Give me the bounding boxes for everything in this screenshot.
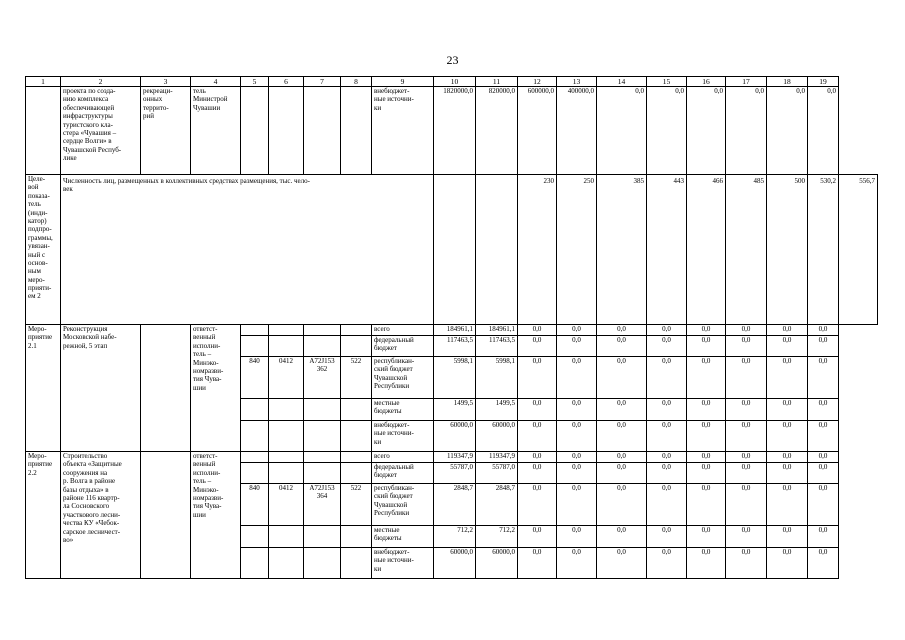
value-cell: 0,0 <box>726 325 767 336</box>
value-cell: 0,0 <box>726 548 767 579</box>
value-cell: 0,0 <box>557 452 597 463</box>
funding-source: всего <box>372 325 434 336</box>
value-cell: 0,0 <box>557 548 597 579</box>
continuation-row <box>26 87 878 175</box>
value-cell: 0,0 <box>597 399 647 421</box>
target-value: 530,2 <box>808 175 839 325</box>
empty-cell <box>304 399 341 421</box>
value-cell: 0,0 <box>557 526 597 548</box>
value-cell: 0,0 <box>726 357 767 399</box>
value-cell: 0,0 <box>726 526 767 548</box>
funding-source: внебюджет- ные источни- ки <box>372 548 434 579</box>
value-cell: 0,0 <box>687 399 726 421</box>
column-number: 8 <box>341 77 372 87</box>
budget-code: 840 <box>241 357 269 399</box>
value-cell: 55787,0 <box>476 463 518 484</box>
empty-cell <box>341 526 372 548</box>
value-cell: 0,0 <box>518 484 557 526</box>
value-cell: 0,0 <box>687 484 726 526</box>
value-cell: 0,0 <box>597 87 647 175</box>
value-cell: 0,0 <box>726 421 767 452</box>
executor: ответст- венный исполни- тель – Минэко- номразви- тия Чува- шии <box>191 325 241 452</box>
value-cell: 0,0 <box>557 484 597 526</box>
value-cell: 1820000,0 <box>434 87 476 175</box>
measure-name: Строительство объекта «Защитные сооружения на р. Волга в районе базы отдыха» в районе 116 квартр- ла Сосновского участкового лесни- чества КУ «Чебок- сарское лесничест- во» <box>61 452 141 579</box>
value-cell: 1499,5 <box>476 399 518 421</box>
value-cell: 0,0 <box>647 526 687 548</box>
measure-name: Реконструкция Московской набе- режной, 5 этап <box>61 325 141 452</box>
empty-cell <box>304 548 341 579</box>
value-cell: 0,0 <box>647 548 687 579</box>
budget-code: 840 <box>241 484 269 526</box>
value-cell: 0,0 <box>767 325 808 336</box>
value-cell: 0,0 <box>597 484 647 526</box>
value-cell: 0,0 <box>767 452 808 463</box>
value-cell: 0,0 <box>687 452 726 463</box>
funding-source: республикан- ский бюджет Чувашской Республики <box>372 484 434 526</box>
value-cell: 60000,0 <box>434 548 476 579</box>
value-cell: 0,0 <box>726 463 767 484</box>
empty-cell <box>341 452 372 463</box>
budget-code: 522 <box>341 484 372 526</box>
value-cell: 712,2 <box>476 526 518 548</box>
page-number: 23 <box>446 53 459 67</box>
value-cell: 60000,0 <box>476 548 518 579</box>
value-cell: 0,0 <box>726 484 767 526</box>
value-cell: 0,0 <box>518 548 557 579</box>
empty-cell <box>269 87 304 175</box>
target-indicator-row <box>26 175 878 325</box>
value-cell: 0,0 <box>597 526 647 548</box>
empty-cell <box>476 175 518 325</box>
value-cell: 0,0 <box>687 421 726 452</box>
value-cell: 0,0 <box>726 399 767 421</box>
budget-code: А72J153 364 <box>304 484 341 526</box>
column-number: 2 <box>61 77 141 87</box>
empty-cell <box>269 463 304 484</box>
value-cell: 0,0 <box>808 399 839 421</box>
value-cell: 0,0 <box>518 336 557 357</box>
target-value: 556,7 <box>839 175 878 325</box>
empty-cell <box>269 325 304 336</box>
value-cell: 0,0 <box>808 336 839 357</box>
value-cell: 0,0 <box>808 484 839 526</box>
empty-cell <box>241 452 269 463</box>
value-cell: 0,0 <box>518 399 557 421</box>
value-cell: 5998,1 <box>476 357 518 399</box>
value-cell: 820000,0 <box>476 87 518 175</box>
value-cell: 0,0 <box>726 87 767 175</box>
value-cell: 0,0 <box>808 87 839 175</box>
value-cell: 0,0 <box>647 463 687 484</box>
value-cell: 600000,0 <box>518 87 557 175</box>
value-cell: 117463,5 <box>476 336 518 357</box>
value-cell: 184961,1 <box>434 325 476 336</box>
column-number: 10 <box>434 77 476 87</box>
value-cell: 0,0 <box>726 452 767 463</box>
column-number: 9 <box>372 77 434 87</box>
empty-cell <box>269 548 304 579</box>
empty-cell <box>241 526 269 548</box>
value-cell: 0,0 <box>687 463 726 484</box>
column-number: 4 <box>191 77 241 87</box>
value-cell: 0,0 <box>808 463 839 484</box>
empty-cell <box>269 452 304 463</box>
column-number: 11 <box>476 77 518 87</box>
empty-cell <box>341 548 372 579</box>
value-cell: 0,0 <box>687 325 726 336</box>
executor: ответст- венный исполни- тель – Минэко- номразви- тия Чува- шии <box>191 452 241 579</box>
value-cell: 0,0 <box>647 484 687 526</box>
funding-source: всего <box>372 452 434 463</box>
target-label: Целе- вой показа- тель (инди- катор) подпро- граммы, увязан- ный с основ- ным меро- прияти- ем 2 <box>26 175 61 325</box>
empty-cell <box>341 325 372 336</box>
funding-table <box>25 76 878 579</box>
empty-cell <box>241 399 269 421</box>
value-cell: 0,0 <box>518 421 557 452</box>
value-cell: 0,0 <box>726 336 767 357</box>
target-value: 250 <box>557 175 597 325</box>
value-cell: 119347,9 <box>434 452 476 463</box>
value-cell: 119347,9 <box>476 452 518 463</box>
value-cell: 0,0 <box>597 357 647 399</box>
empty-cell <box>141 452 191 579</box>
value-cell: 0,0 <box>687 548 726 579</box>
cell-col3: рекреаци- онных террито- рий <box>141 87 191 175</box>
funding-source: федеральный бюджет <box>372 336 434 357</box>
target-value: 385 <box>597 175 647 325</box>
value-cell: 0,0 <box>557 357 597 399</box>
funding-source: местные бюджеты <box>372 526 434 548</box>
funding-source: внебюджет- ные источни- ки <box>372 421 434 452</box>
budget-code: А72J153 362 <box>304 357 341 399</box>
value-cell: 0,0 <box>647 399 687 421</box>
value-cell: 0,0 <box>767 336 808 357</box>
value-cell: 60000,0 <box>476 421 518 452</box>
value-cell: 0,0 <box>518 463 557 484</box>
empty-cell <box>304 325 341 336</box>
value-cell: 0,0 <box>687 526 726 548</box>
column-number: 18 <box>767 77 808 87</box>
measure-name: проекта по созда- нию комплекса обеспечивающей инфраструктуры туристского кла- стера «Чувашия – сердце Волги» в Чувашской Респуб- лике <box>61 87 141 175</box>
column-number: 5 <box>241 77 269 87</box>
value-cell: 0,0 <box>767 357 808 399</box>
empty-cell <box>241 87 269 175</box>
empty-cell <box>269 399 304 421</box>
value-cell: 0,0 <box>647 87 687 175</box>
value-cell: 0,0 <box>808 452 839 463</box>
empty-cell <box>304 463 341 484</box>
empty-cell <box>26 87 61 175</box>
target-value: 500 <box>767 175 808 325</box>
value-cell: 0,0 <box>687 336 726 357</box>
value-cell: 5998,1 <box>434 357 476 399</box>
empty-cell <box>304 421 341 452</box>
value-cell: 400000,0 <box>557 87 597 175</box>
value-cell: 0,0 <box>647 421 687 452</box>
value-cell: 0,0 <box>808 548 839 579</box>
value-cell: 0,0 <box>687 357 726 399</box>
value-cell: 0,0 <box>557 325 597 336</box>
empty-cell <box>341 336 372 357</box>
value-cell: 55787,0 <box>434 463 476 484</box>
value-cell: 0,0 <box>767 548 808 579</box>
empty-cell <box>241 325 269 336</box>
value-cell: 0,0 <box>647 325 687 336</box>
value-cell: 0,0 <box>518 452 557 463</box>
value-cell: 0,0 <box>808 421 839 452</box>
value-cell: 0,0 <box>808 325 839 336</box>
table-body <box>26 77 878 579</box>
column-number: 13 <box>557 77 597 87</box>
empty-cell <box>241 336 269 357</box>
target-value: 230 <box>518 175 557 325</box>
value-cell: 0,0 <box>647 357 687 399</box>
value-cell: 0,0 <box>647 336 687 357</box>
column-number: 17 <box>726 77 767 87</box>
value-cell: 60000,0 <box>434 421 476 452</box>
target-value: 485 <box>726 175 767 325</box>
value-cell: 0,0 <box>767 421 808 452</box>
value-cell: 0,0 <box>808 526 839 548</box>
column-number: 14 <box>597 77 647 87</box>
value-cell: 0,0 <box>597 421 647 452</box>
executor: тель Министрой Чувашии <box>191 87 241 175</box>
value-cell: 0,0 <box>647 452 687 463</box>
empty-cell <box>269 336 304 357</box>
value-cell: 0,0 <box>518 357 557 399</box>
value-cell: 0,0 <box>767 87 808 175</box>
empty-cell <box>241 421 269 452</box>
empty-cell <box>304 336 341 357</box>
value-cell: 0,0 <box>597 463 647 484</box>
value-cell: 0,0 <box>597 548 647 579</box>
value-cell: 0,0 <box>597 336 647 357</box>
value-cell: 712,2 <box>434 526 476 548</box>
empty-cell <box>341 87 372 175</box>
empty-cell <box>434 175 476 325</box>
value-cell: 0,0 <box>518 325 557 336</box>
value-cell: 1499,5 <box>434 399 476 421</box>
measure-label: Меро- приятие 2.2 <box>26 452 61 579</box>
value-cell: 0,0 <box>557 399 597 421</box>
measure-row <box>26 452 878 463</box>
value-cell: 0,0 <box>597 325 647 336</box>
measure-row <box>26 325 878 336</box>
value-cell: 0,0 <box>557 463 597 484</box>
budget-code: 0412 <box>269 484 304 526</box>
budget-code: 522 <box>341 357 372 399</box>
empty-cell <box>341 421 372 452</box>
column-number: 19 <box>808 77 839 87</box>
value-cell: 2848,7 <box>434 484 476 526</box>
value-cell: 184961,1 <box>476 325 518 336</box>
value-cell: 0,0 <box>518 526 557 548</box>
column-number: 7 <box>304 77 341 87</box>
column-number: 6 <box>269 77 304 87</box>
value-cell: 0,0 <box>767 399 808 421</box>
empty-cell <box>304 526 341 548</box>
value-cell: 0,0 <box>808 357 839 399</box>
value-cell: 0,0 <box>767 526 808 548</box>
value-cell: 0,0 <box>767 484 808 526</box>
value-cell: 0,0 <box>557 336 597 357</box>
value-cell: 0,0 <box>687 87 726 175</box>
value-cell: 0,0 <box>767 463 808 484</box>
funding-source: республикан- ский бюджет Чувашской Республики <box>372 357 434 399</box>
target-value: 443 <box>647 175 687 325</box>
column-number: 3 <box>141 77 191 87</box>
empty-cell <box>241 548 269 579</box>
target-text: Численность лиц, размещенных в коллективных средствах размещения, тыс. чело- век <box>61 175 434 325</box>
empty-cell <box>341 463 372 484</box>
column-number: 15 <box>647 77 687 87</box>
empty-cell <box>304 87 341 175</box>
value-cell: 0,0 <box>557 421 597 452</box>
column-number: 16 <box>687 77 726 87</box>
empty-cell <box>241 463 269 484</box>
column-number: 12 <box>518 77 557 87</box>
value-cell: 117463,5 <box>434 336 476 357</box>
budget-code: 0412 <box>269 357 304 399</box>
empty-cell <box>341 399 372 421</box>
funding-source: федеральный бюджет <box>372 463 434 484</box>
funding-source: внебюджет- ные источни- ки <box>372 87 434 175</box>
column-number: 1 <box>26 77 61 87</box>
empty-cell <box>304 452 341 463</box>
empty-cell <box>141 325 191 452</box>
value-cell: 0,0 <box>597 452 647 463</box>
value-cell: 2848,7 <box>476 484 518 526</box>
target-value: 466 <box>687 175 726 325</box>
funding-source: местные бюджеты <box>372 399 434 421</box>
header-row <box>26 77 878 87</box>
empty-cell <box>269 421 304 452</box>
empty-cell <box>269 526 304 548</box>
measure-label: Меро- приятие 2.1 <box>26 325 61 452</box>
